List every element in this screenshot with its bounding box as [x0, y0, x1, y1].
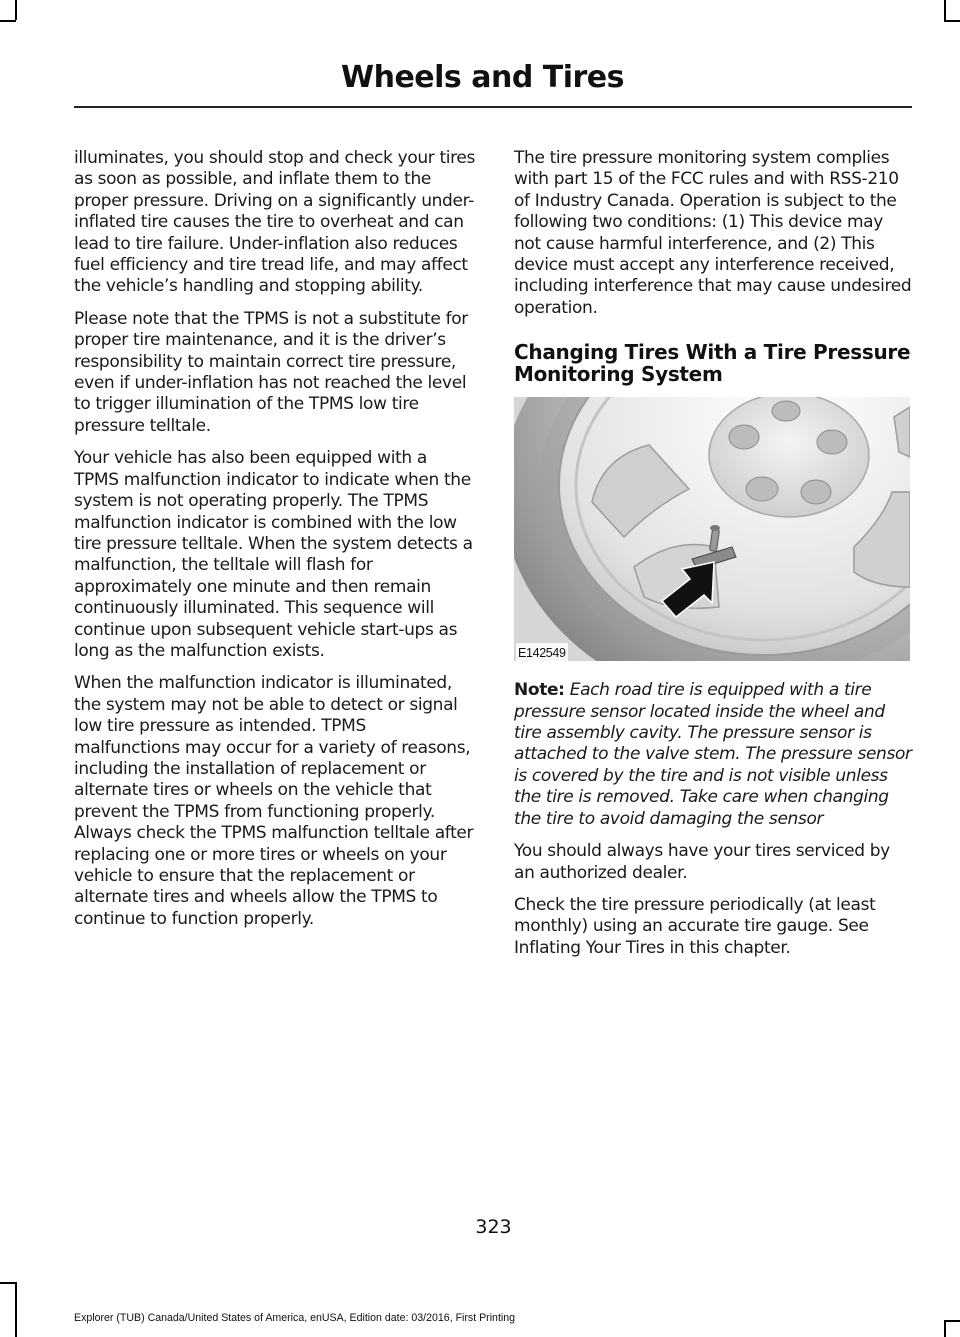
body-paragraph: When the malfunction indicator is illuminated, the system may not be able to detect or signal low tire pressure as intended. TPMS malfunctions may occur for a variety of reasons, including the installation of replacement or alternate tires or wheels on the vehicle that prevent the TPMS from functioning properly. Always check the TPMS malfunction telltale after replacing one or more tires or wheels on your vehicle to ensure that the replacement or alternate tires and wheels allow the TPMS to continue to function properly. — [74, 673, 474, 929]
note-label: Note: — [514, 680, 565, 701]
section-heading: Changing Tires With a Tire Pressure Monitoring System — [514, 340, 911, 387]
crop-mark-top-right-vertical — [944, 0, 946, 20]
crop-mark-bottom-right-horizontal — [944, 1320, 960, 1322]
body-paragraph: Check the tire pressure periodically (at least monthly) using an accurate tire gauge. See Inflating Your Tires in this chapter. — [514, 894, 876, 958]
crop-mark-top-left-horizontal — [0, 20, 16, 22]
body-paragraph: Your vehicle has also been equipped with a TPMS malfunction indicator to indicate when the system is not operating properly. The TPMS malfunction indicator is combined with the low tire pressure telltale. When the system detects a malfunction, the telltale will flash for approximately one minute and then remain continuously illuminated. This sequence will continue upon subsequent vehicle start-ups as long as the malfunction exists. — [74, 448, 473, 661]
body-paragraph: The tire pressure monitoring system complies with part 15 of the FCC rules and with RSS-210 of Industry Canada. Operation is subject to the following two conditions: (1) This device may not cause harmful interference, and (2) This device must accept any interference received, including interference that may cause undesired operation. — [514, 148, 912, 318]
crop-mark-bottom-left-horizontal — [0, 1282, 16, 1284]
figure-code: E142549 — [516, 643, 568, 661]
right-column — [514, 148, 912, 970]
body-paragraph: illuminates, you should stop and check your tires as soon as possible, and inflate them to the proper pressure. Driving on a significantly under-inflated tire causes the tire to overheat and can lead to tire failure. Under-inflation also reduces fuel efficiency and tire tread life, and may affect the vehicle’s handling and stopping ability. — [74, 148, 476, 297]
edition-footer: Explorer (TUB) Canada/United States of America, enUSA, Edition date: 03/2016, First Printing — [74, 1312, 516, 1324]
note-paragraph — [514, 680, 912, 830]
crop-mark-bottom-left-vertical — [15, 1282, 17, 1337]
crop-mark-top-left-vertical — [15, 0, 17, 20]
header-divider — [74, 106, 912, 108]
body-paragraph: Please note that the TPMS is not a substitute for proper tire maintenance, and it is the driver’s responsibility to maintain correct tire pressure, even if under-inflation has not reached the level to trigger illumination of the TPMS low tire pressure telltale. — [74, 308, 468, 436]
tire-valve-sensor-figure — [514, 397, 910, 661]
body-paragraph: You should always have your tires serviced by an authorized dealer. — [514, 841, 890, 883]
note-text: Each road tire is equipped with a tire pressure sensor located inside the wheel and tire assembly cavity. The pressure sensor is attached to the valve stem. The pressure sensor is covered by the tire and is not visible unless the tire is removed. Take care when changing the tire to avoid damaging the sensor — [514, 680, 912, 829]
crop-mark-bottom-right-vertical — [944, 1320, 946, 1337]
left-column — [74, 148, 476, 941]
crop-mark-top-right-horizontal — [944, 20, 960, 22]
page-number: 323 — [475, 1216, 512, 1238]
page-title: Wheels and Tires — [341, 60, 624, 95]
tire-valve-sensor-illustration-icon — [514, 397, 910, 661]
